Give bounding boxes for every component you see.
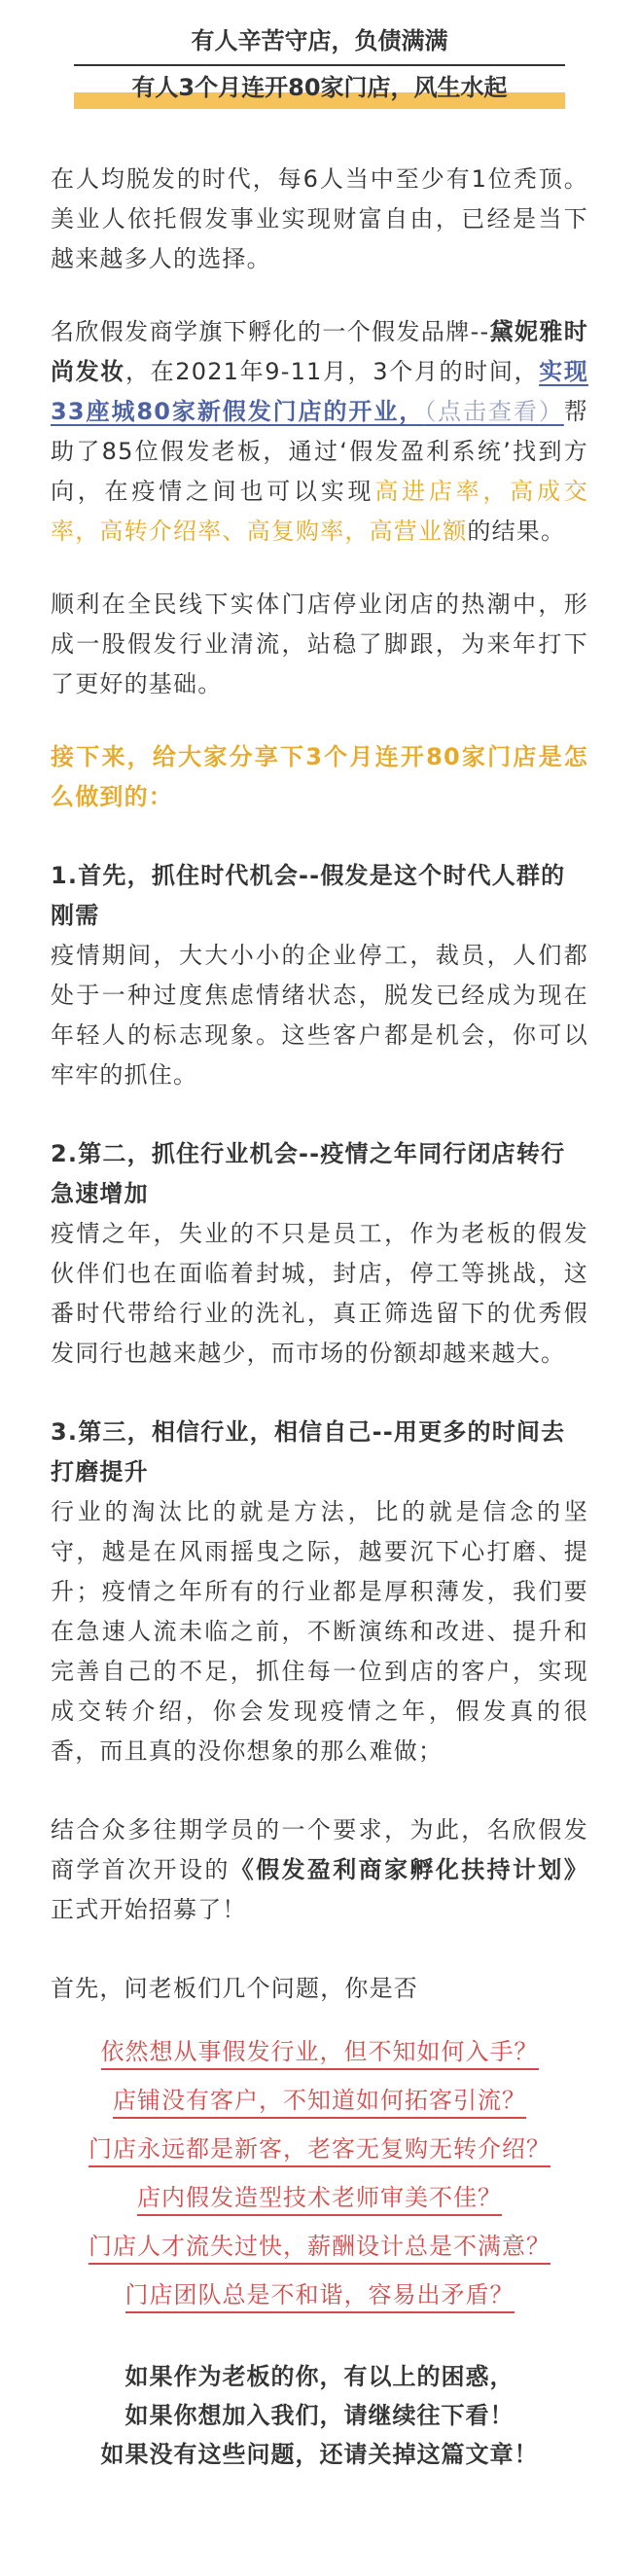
section-body: 疫情之年，失业的不只是员工，作为老板的假发伙伴们也在面临着封城，封店，停工等挑战，这番时代带给行业的洗礼，真正筛选留下的优秀假发同行也越来越少，而市场的份额却越来越大。 xyxy=(51,1220,588,1367)
question-item: 店内假发造型技术老师审美不佳？ xyxy=(137,2182,502,2216)
closing-line: 如果没有这些问题，还请关掉这篇文章！ xyxy=(100,2441,539,2468)
text-span: 结合众多往期学员的一个要求，为此，名欣假发商学首次开设的 xyxy=(51,1816,588,1883)
intro-paragraph-4: 接下来，给大家分享下3个月连开80家门店是怎么做到的： xyxy=(51,743,588,810)
question-item: 门店人才流失过快，薪酬设计总是不满意？ xyxy=(89,2231,550,2265)
section-2 xyxy=(51,1134,588,1374)
store-opening-link[interactable]: 实现33座城80家新假发门店的开业， xyxy=(51,358,588,425)
headline-secondary: 有人3个月连开80家门店，风生水起 xyxy=(74,68,565,109)
section-title: 2.第二，抓住行业机会--疫情之年同行闭店转行急速增加 xyxy=(51,1140,566,1207)
question-list xyxy=(51,2036,588,2328)
article-header xyxy=(51,21,588,109)
question-item: 门店永远都是新客，老客无复购无转介绍？ xyxy=(89,2133,550,2167)
section-title: 3.第三，相信行业，相信自己--用更多的时间去打磨提升 xyxy=(51,1418,566,1485)
plan-paragraph xyxy=(51,1810,588,1930)
text-span: 帮助了85位假发老板，通过‘假发盈利系统’找到方向，在疫情之间也可以实现 xyxy=(51,398,588,505)
closing-block xyxy=(51,2357,588,2474)
click-to-view-link[interactable]: （点击查看） xyxy=(424,398,564,425)
question-item: 店铺没有客户，不知道如何拓客引流？ xyxy=(113,2085,526,2119)
text-span: 的结果。 xyxy=(467,518,566,545)
section-1 xyxy=(51,856,588,1095)
highlight-results: 高进店率，高成交率，高转介绍率、高复购率，高营业额 xyxy=(51,478,588,545)
brand-name: 黛妮雅时尚发妆 xyxy=(51,318,588,385)
text-span: 正式开始招募了！ xyxy=(51,1896,247,1923)
intro-paragraph-2 xyxy=(51,312,588,552)
section-body: 疫情期间，大大小小的企业停工，裁员，人们都处于一种过度焦虑情绪状态，脱发已经成为现在年轻人的标志现象。这些客户都是机会，你可以牢牢的抓住。 xyxy=(51,942,588,1089)
headline-primary: 有人辛苦守店，负债满满 xyxy=(74,21,565,66)
intro-paragraph-1: 在人均脱发的时代，每6人当中至少有1位秃顶。美业人依托假发事业实现财富自由，已经是当下越来越多人的选择。 xyxy=(51,165,588,272)
text-span: ，在2021年9-11月，3个月的时间， xyxy=(124,358,540,385)
ask-paragraph: 首先，问老板们几个问题，你是否 xyxy=(51,1975,418,2002)
question-item: 门店团队总是不和谐，容易出矛盾？ xyxy=(125,2279,515,2313)
closing-line: 如果作为老板的你，有以上的困惑， xyxy=(124,2363,515,2390)
section-body: 行业的淘汰比的就是方法，比的就是信念的坚守，越是在风雨摇曳之际，越要沉下心打磨、提升；疫情之年所有的行业都是厚积薄发，我们要在急速人流未临之前，不断演练和改进、提升和完善自己的不足，抓住每一位到店的客户，实现成交转介绍，你会发现疫情之年，假发真的很香，而且真的没你想象的那么难做； xyxy=(51,1498,588,1765)
closing-line: 如果你想加入我们，请继续往下看！ xyxy=(124,2402,515,2429)
intro-paragraph-3: 顺利在全民线下实体门店停业闭店的热潮中，形成一股假发行业清流，站稳了脚跟，为来年打下了更好的基础。 xyxy=(51,590,588,698)
section-title: 1.首先，抓住时代机会--假发是这个时代人群的刚需 xyxy=(51,862,566,929)
text-span: 名欣假发商学旗下孵化的一个假发品牌-- xyxy=(51,318,490,345)
question-item: 依然想从事假发行业，但不知如何入手？ xyxy=(101,2036,539,2070)
section-3 xyxy=(51,1413,588,1771)
plan-name: 《假发盈利商家孵化扶持计划》 xyxy=(230,1856,588,1883)
